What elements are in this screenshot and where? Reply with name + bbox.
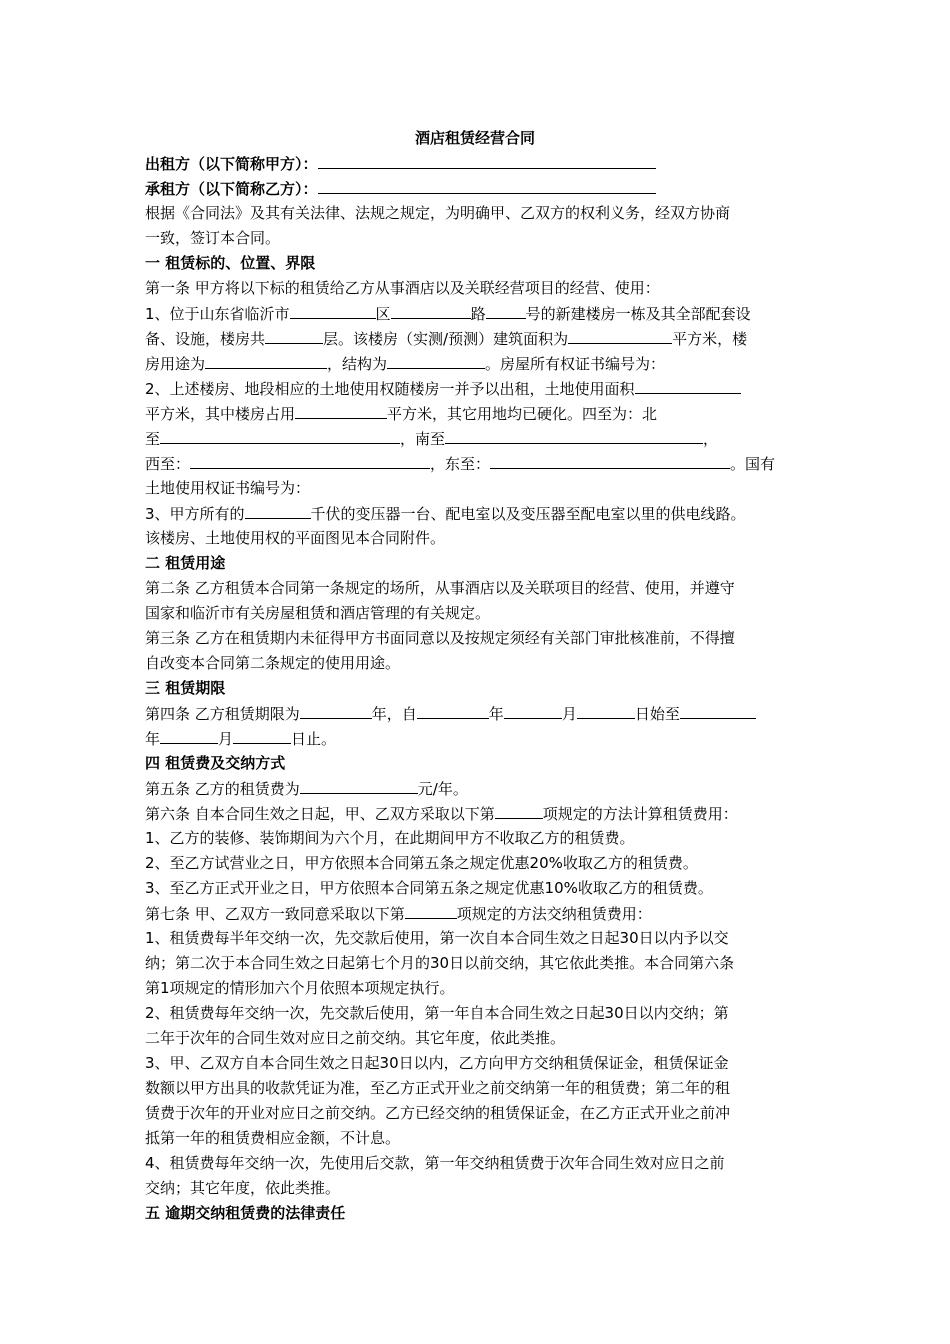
section-2-heading: 二 租赁用途 (145, 554, 226, 572)
section-5-heading: 五 逾期交纳租赁费的法律责任 (145, 1204, 346, 1222)
blank (190, 454, 430, 469)
article-1: 第一条 甲方将以下标的租赁给乙方从事酒店以及关联经营项目的经营、使用： (145, 279, 660, 297)
article-6-item-1: 1、乙方的装修、装饰期间为六个月，在此期间甲方不收取乙方的租赁费。 (145, 829, 635, 847)
item-3-line-1: 3、甲方所有的 千伏的变压器一台、配电室以及变压器至配电室以里的供电线路。 (145, 505, 746, 523)
article-7-item-3-line-4: 抵第一年的租赁费相应金额，不计息。 (145, 1129, 401, 1147)
item-3-line-2: 该楼房、土地使用权的平面图见本合同附件。 (145, 529, 446, 547)
blank (391, 304, 471, 319)
section-3-heading: 三 租赁期限 (145, 679, 226, 697)
blank (495, 804, 543, 819)
article-7-item-2-line-1: 2、租赁费每年交纳一次，先交款后使用，第一年自本合同生效之日起30日以内交纳；第 (145, 1004, 729, 1022)
item-2-line-1: 2、上述楼房、地段相应的土地使用权随楼房一并予以出租，土地使用面积 (145, 379, 741, 398)
article-7-item-1-line-1: 1、租赁费每半年交纳一次，先交款后使用，第一次自本合同生效之日起30日以内予以交 (145, 929, 729, 947)
lessor-line: 出租方（以下简称甲方）： (145, 154, 656, 173)
article-5: 第五条 乙方的租赁费为 元/年。 (145, 780, 468, 798)
lessee-blank (318, 179, 656, 194)
article-7-item-4-line-1: 4、租赁费每年交纳一次，先使用后交款，第一年交纳租赁费于次年合同生效对应日之前 (145, 1154, 725, 1172)
blank (245, 504, 311, 519)
article-7: 第七条 甲、乙双方一致同意采取以下第 项规定的方法交纳租赁费用： (145, 905, 652, 923)
blank (160, 729, 218, 744)
article-3-line-2: 自改变本合同第二条规定的使用用途。 (145, 654, 401, 672)
section-1-heading: 一 租赁标的、位置、界限 (145, 254, 316, 272)
article-2-line-2: 国家和临沂市有关房屋租赁和酒店管理的有关规定。 (145, 604, 491, 622)
blank (233, 729, 291, 744)
blank (290, 304, 376, 319)
article-7-item-3-line-3: 赁费于次年的开业对应日之前交纳。乙方已经交纳的租赁保证金，在乙方正式开业之前冲 (145, 1104, 731, 1122)
document-title: 酒店租赁经营合同 (414, 129, 535, 147)
item-1-line-2: 备、设施，楼房共 层。该楼房（实测/预测）建筑面积为 平方米，楼 (145, 330, 748, 348)
article-4-line-1: 第四条 乙方租赁期限为 年，自 年 月 日始至 (145, 704, 756, 723)
blank (265, 329, 323, 344)
blank (160, 429, 400, 444)
blank (387, 354, 485, 369)
item-2-line-3: 至 ，南至 ， (145, 430, 719, 448)
article-7-item-1-line-3: 第1项规定的情形加六个月依照本项规定执行。 (145, 979, 455, 997)
item-1-line-1: 1、位于山东省临沂市 区 路 号的新建楼房一栋及其全部配套设 (145, 305, 751, 323)
article-3-line-1: 第三条 乙方在租赁期内未征得甲方书面同意以及按规定须经有关部门审批核准前，不得擅 (145, 629, 735, 647)
article-7-item-3-line-1: 3、甲、乙双方自本合同生效之日起30日以内，乙方向甲方交纳租赁保证金，租赁保证金 (145, 1054, 729, 1072)
article-7-item-3-line-2: 数额以甲方出具的收款凭证为准，至乙方正式开业之前交纳第一年的租赁费；第二年的租 (145, 1079, 731, 1097)
section-4-heading: 四 租赁费及交纳方式 (145, 754, 286, 772)
preamble-line-2: 一致，签订本合同。 (145, 229, 281, 247)
article-4-line-2: 年 月 日止。 (145, 730, 337, 748)
article-7-item-1-line-2: 纳；第二次于本合同生效之日起第七个月的30日以前交纳，其它依此类推。本合同第六条 (145, 954, 735, 972)
article-2-line-1: 第二条 乙方租赁本合同第一条规定的场所，从事酒店以及关联项目的经营、使用，并遵守 (145, 579, 735, 597)
lessee-line: 承租方（以下简称乙方）： (145, 179, 656, 198)
item-2-line-2: 平方米，其中楼房占用 平方米，其它用地均已硬化。四至为：北 (145, 405, 658, 423)
blank (635, 379, 741, 394)
blank (295, 404, 387, 419)
blank (504, 704, 562, 719)
preamble-line-1: 根据《合同法》及其有关法律、法规之规定，为明确甲、乙双方的权利义务，经双方协商 (145, 204, 731, 222)
article-6-item-2: 2、至乙方试营业之日，甲方依照本合同第五条之规定优惠20%收取乙方的租赁费。 (145, 854, 698, 872)
article-6: 第六条 自本合同生效之日起，甲、乙双方采取以下第 项规定的方法计算租赁费用： (145, 805, 738, 823)
blank (417, 704, 489, 719)
blank (490, 454, 730, 469)
blank (300, 704, 372, 719)
blank (445, 429, 703, 444)
blank (300, 779, 418, 794)
blank (205, 354, 327, 369)
item-1-line-3: 房用途为 ，结构为 。房屋所有权证书编号为： (145, 355, 666, 373)
item-2-line-5: 土地使用权证书编号为： (145, 479, 311, 497)
blank (568, 329, 672, 344)
lessor-blank (318, 154, 656, 169)
article-6-item-3: 3、至乙方正式开业之日，甲方依照本合同第五条之规定优惠10%收取乙方的租赁费。 (145, 879, 713, 897)
article-7-item-2-line-2: 二年于次年的合同生效对应日之前交纳。其它年度，依此类推。 (145, 1029, 566, 1047)
blank (486, 304, 526, 319)
article-7-item-4-line-2: 交纳；其它年度，依此类推。 (145, 1179, 341, 1197)
blank (577, 704, 635, 719)
blank (680, 704, 756, 719)
item-2-line-4: 西至： ，东至： 。国有 (145, 455, 776, 473)
blank (405, 904, 457, 919)
